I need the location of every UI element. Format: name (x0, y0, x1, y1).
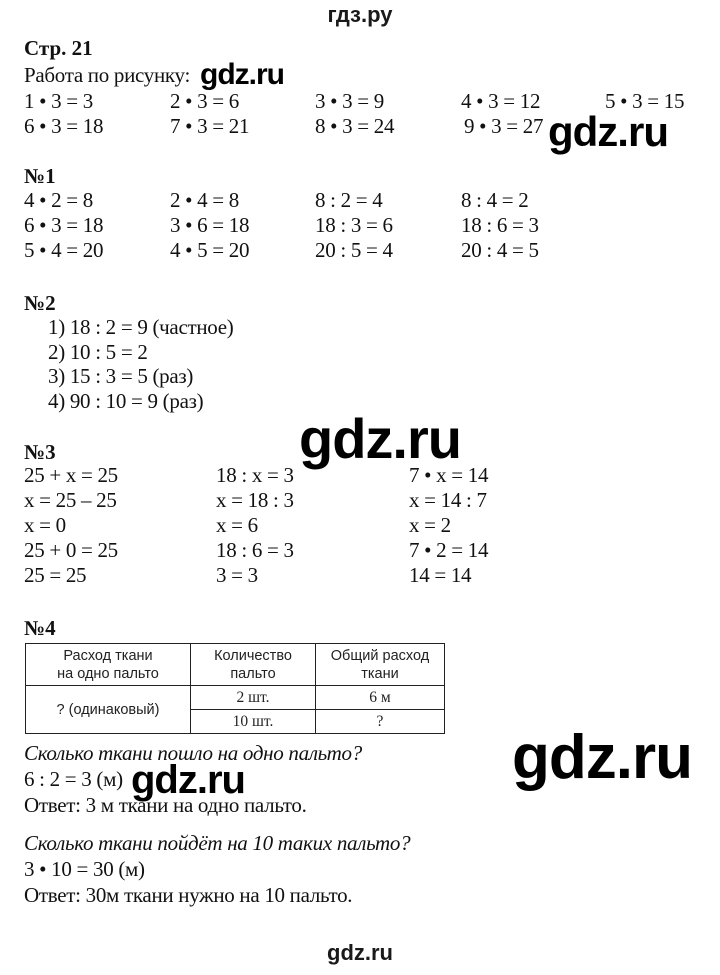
header-line: Количество (214, 647, 292, 664)
task4-title: №4 (24, 616, 56, 640)
table-cell: 6 м (316, 686, 445, 710)
equation: 5 • 4 = 20 (24, 238, 104, 262)
watermark: gdz.ru (512, 723, 692, 792)
equation: x = 14 : 7 (409, 488, 487, 512)
equation: 18 : x = 3 (216, 463, 294, 487)
watermark: gdz.ru (299, 407, 461, 470)
equation: 3 • 6 = 18 (170, 213, 250, 237)
site-header-label: гдз.ру (327, 2, 393, 27)
equation: 8 : 2 = 4 (315, 188, 383, 212)
equation: 4 • 3 = 12 (461, 89, 541, 113)
equation: 1 • 3 = 3 (24, 89, 93, 113)
table-header-cell (26, 644, 191, 686)
equation: 18 : 6 = 3 (216, 538, 294, 562)
task3-col1 (24, 463, 118, 588)
table-cell: ? (316, 710, 445, 734)
header-line: Расход ткани (63, 647, 153, 664)
equation: 18 : 3 = 6 (315, 213, 393, 237)
equation: 8 : 4 = 2 (461, 188, 529, 212)
task2-item: 1) 18 : 2 = 9 (частное) (48, 315, 234, 339)
equation: 2 • 4 = 8 (170, 188, 239, 212)
task3-col3 (409, 463, 488, 588)
equation: 6 • 3 = 18 (24, 213, 104, 237)
table-header-cell (316, 644, 445, 686)
equation: x = 18 : 3 (216, 488, 294, 512)
equation: 4 • 2 = 8 (24, 188, 93, 212)
watermark: gdz.ru (548, 108, 668, 155)
answer-1: Ответ: 3 м ткани на одно пальто. (24, 793, 307, 817)
equation: 25 + 0 = 25 (24, 538, 118, 562)
task2-item: 2) 10 : 5 = 2 (48, 340, 148, 364)
task1-title: №1 (24, 164, 56, 188)
task1-row (0, 213, 720, 237)
solution-2: 3 • 10 = 30 (м) (24, 857, 145, 881)
equation: 8 • 3 = 24 (315, 114, 395, 138)
equation: 3 • 3 = 9 (315, 89, 384, 113)
solution-1: 6 : 2 = 3 (м) (24, 767, 123, 791)
equation: 20 : 5 = 4 (315, 238, 393, 262)
site-footer-label: gdz.ru (327, 940, 393, 965)
equation: 5 • 3 = 15 (605, 89, 685, 113)
watermark: gdz.ru (200, 58, 284, 91)
task3-col2 (216, 463, 294, 588)
table-cell: 2 шт. (191, 686, 316, 710)
header-line: пальто (230, 665, 276, 682)
equation: x = 2 (409, 513, 451, 537)
equation: 20 : 4 = 5 (461, 238, 539, 262)
header-line: Общий расход (330, 647, 430, 664)
table-cell: 10 шт. (191, 710, 316, 734)
table-header-row (26, 644, 445, 686)
table-cell-merged: ? (одинаковый) (26, 686, 191, 734)
equation: 14 = 14 (409, 563, 472, 587)
header-line: ткани (361, 665, 399, 682)
equation: x = 6 (216, 513, 258, 537)
task2-title: №2 (24, 291, 56, 315)
page-title: Стр. 21 (24, 36, 93, 60)
equation: 7 • 2 = 14 (409, 538, 489, 562)
equation: 6 • 3 = 18 (24, 114, 104, 138)
watermark: gdz.ru (131, 758, 245, 802)
answer-2: Ответ: 30м ткани нужно на 10 пальто. (24, 883, 353, 907)
header-line: на одно пальто (57, 665, 159, 682)
task1-row (0, 238, 720, 262)
equation: 2 • 3 = 6 (170, 89, 239, 113)
question-1: Сколько ткани пошло на одно пальто? (24, 741, 362, 765)
question-2: Сколько ткани пойдёт на 10 таких пальто? (24, 831, 411, 855)
equation: 4 • 5 = 20 (170, 238, 250, 262)
equation: 25 + x = 25 (24, 463, 118, 487)
task2-item: 4) 90 : 10 = 9 (раз) (48, 389, 204, 413)
equation: 7 • 3 = 21 (170, 114, 250, 138)
table-row (26, 686, 445, 710)
equation: x = 25 – 25 (24, 488, 117, 512)
equation: 25 = 25 (24, 563, 87, 587)
fabric-table (25, 643, 445, 734)
task3-title: №3 (24, 440, 56, 464)
task1-row (0, 188, 720, 212)
table-header-cell (191, 644, 316, 686)
picture-work-label: Работа по рисунку: (24, 63, 190, 87)
equation: 3 = 3 (216, 563, 258, 587)
equation: 9 • 3 = 27 (464, 114, 544, 138)
equation: 7 • x = 14 (409, 463, 489, 487)
equation: 18 : 6 = 3 (461, 213, 539, 237)
task2-item: 3) 15 : 3 = 5 (раз) (48, 364, 194, 388)
equation: x = 0 (24, 513, 66, 537)
